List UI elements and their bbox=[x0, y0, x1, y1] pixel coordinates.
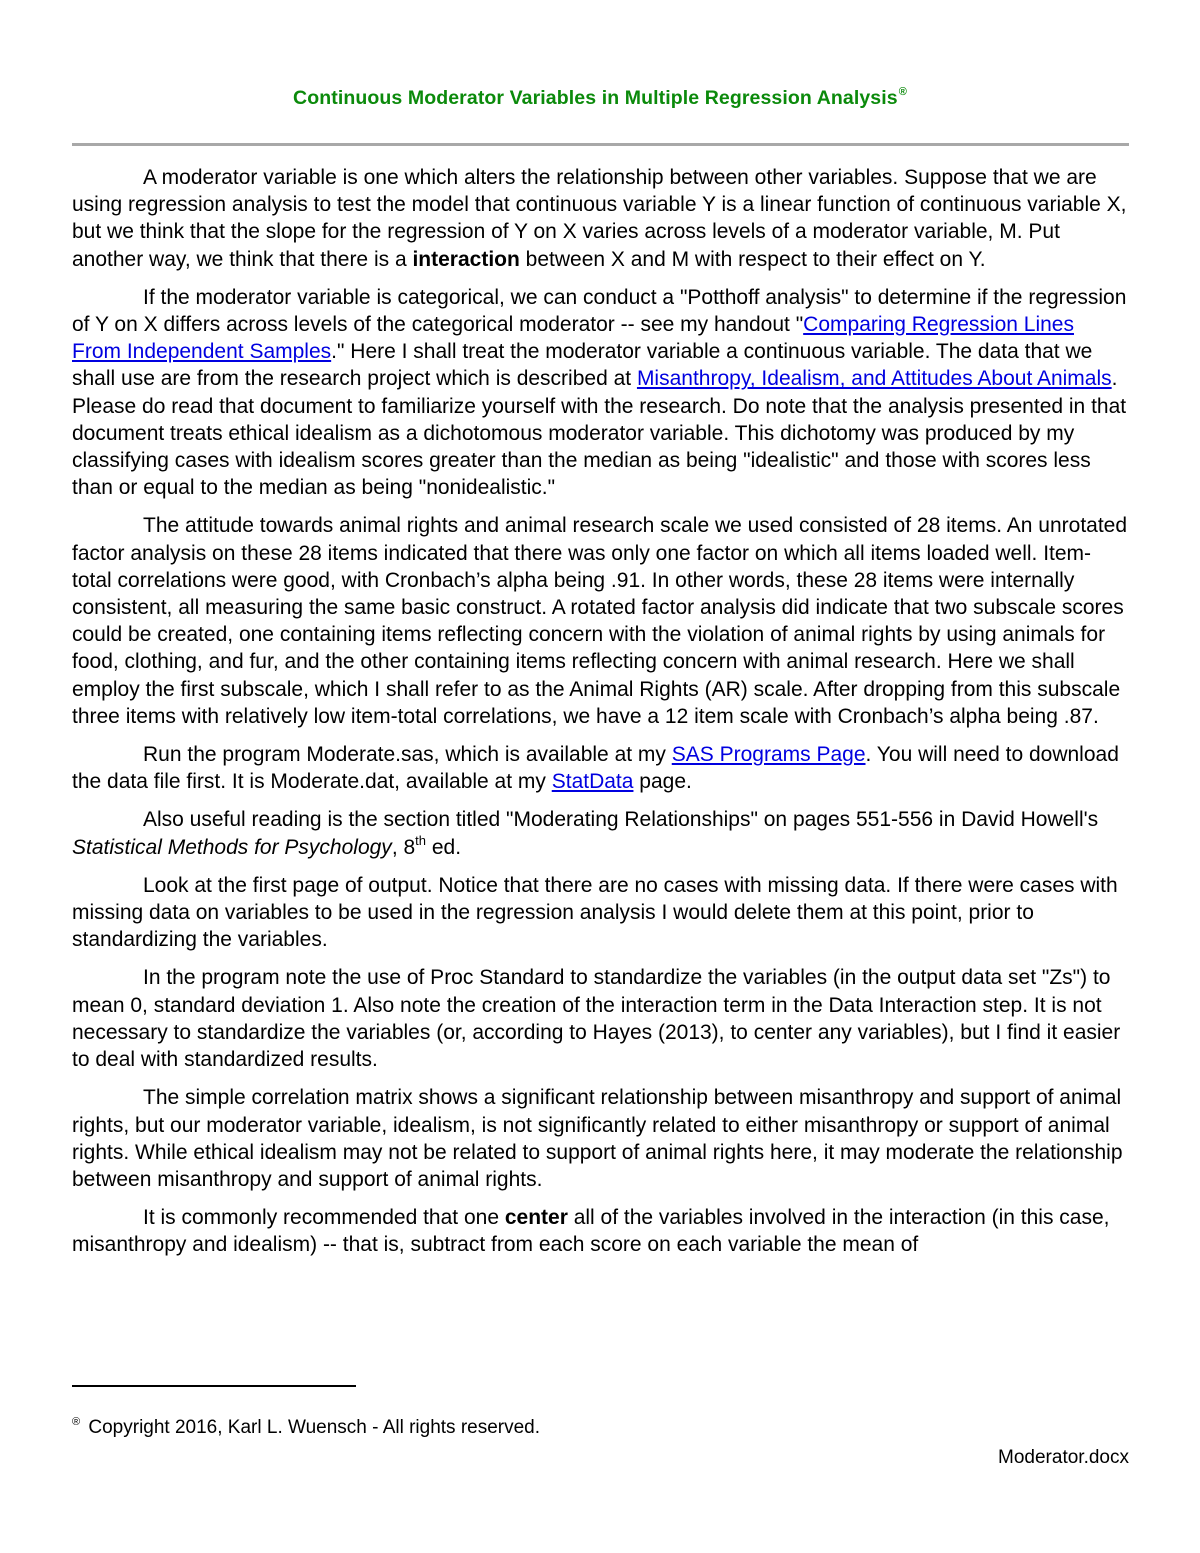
paragraph-5: Also useful reading is the section titled "Moderating Relationships" on pages 551-556 in David Howell's Statistical Methods for Psychology, 8th ed. bbox=[72, 808, 1099, 859]
link-sas-programs-page[interactable]: SAS Programs Page bbox=[671, 743, 866, 767]
copyright-mark-icon: ® bbox=[898, 86, 907, 98]
paragraph-1: A moderator variable is one which alters the relationship between other variables. Suppose that we are using regression analysis to test the model that continuous variable Y is a linear function of continuous variable X, but we think that the slope for the regression of Y on X varies across levels of a moderator variable, M. Put another way, we think that there is a interaction between X and M with respect to their effect on Y. bbox=[72, 166, 1127, 271]
paragraph-9: It is commonly recommended that one center all of the variables involved in the interaction (in this case, misanthropy and idealism) -- that is, subtract from each score on each variable the mean of bbox=[72, 1206, 1110, 1257]
footnote bbox=[72, 1410, 540, 1440]
footnote-text: Copyright 2016, Karl L. Wuensch - All rights reserved. bbox=[83, 1417, 541, 1438]
link-statdata[interactable]: StatData bbox=[551, 770, 634, 794]
link-misanthropy-idealism[interactable]: Misanthropy, Idealism, and Attitudes About Animals bbox=[636, 367, 1112, 391]
link-comparing-regression-lines[interactable]: Comparing Regression Lines From Independent Samples bbox=[72, 313, 1074, 364]
bold-term-center: center bbox=[504, 1206, 568, 1230]
document-filename: Moderator.docx bbox=[998, 1447, 1129, 1468]
paragraph-6: Look at the first page of output. Notice that there are no cases with missing data. If there were cases with missing data on variables to be used in the regression analysis I would delete them at this point, prior to standardizing the variables. bbox=[72, 873, 1118, 952]
document-body bbox=[72, 164, 1128, 1270]
paragraph-7: In the program note the use of Proc Standard to standardize the variables (in the output data set "Zs") to mean 0, standard deviation 1. Also note the creation of the interaction term in the Data Interaction step. It is not necessary to standardize the variables (or, according to Hayes (2013), to center any variables), but I find it easier to deal with standardized results. bbox=[72, 966, 1121, 1072]
paragraph-2: If the moderator variable is categorical, we can conduct a "Potthoff analysis" to determine if the regression of Y on X differs across levels of the categorical moderator -- see my handout "Comparing Regression Lines From Independent Samples." Here I shall treat the moderator variable a continuous variable. The data that we shall use are from the research project which is described at Misanthropy, Idealism, and Attitudes About Animals. Please do read that document to familiarize yourself with the research. Do note that the analysis presented in that document treats ethical idealism as a dichotomous moderator variable. This dichotomy was produced by my classifying cases with idealism scores greater than the median as being "idealistic" and those with scores less than or equal to the median as being "nonidealistic." bbox=[72, 285, 1127, 500]
bold-term-interaction: interaction bbox=[412, 247, 520, 271]
footnote-separator bbox=[72, 1385, 356, 1387]
paragraph-8: The simple correlation matrix shows a significant relationship between misanthropy and support of animal rights, but our moderator variable, idealism, is not significantly related to either misanthropy or support of animal rights. While ethical idealism may not be related to support of animal rights here, it may moderate the relationship between misanthropy and support of animal rights. bbox=[72, 1086, 1123, 1191]
paragraph-4: Run the program Moderate.sas, which is available at my SAS Programs Page. You will need to download the data file first. It is Moderate.dat, available at my StatData page. bbox=[72, 743, 1119, 794]
document-title bbox=[0, 86, 1200, 110]
footnote-mark-icon: ® bbox=[72, 1416, 81, 1428]
edition-superscript: th bbox=[415, 832, 427, 848]
title-rule bbox=[72, 143, 1129, 146]
book-title: Statistical Methods for Psychology bbox=[72, 835, 392, 859]
title-text: Continuous Moderator Variables in Multiple Regression Analysis bbox=[293, 87, 898, 109]
paragraph-3: The attitude towards animal rights and animal research scale we used consisted of 28 items. An unrotated factor analysis on these 28 items indicated that there was only one factor on which all items loaded well. Item-total correlations were good, with Cronbach’s alpha being .91. In other words, these 28 items were internally consistent, all measuring the same basic construct. A rotated factor analysis did indicate that two subscale scores could be created, one containing items reflecting concern with the violation of animal rights by using animals for food, clothing, and fur, and the other containing items reflecting concern with animal research. Here we shall employ the first subscale, which I shall refer to as the Animal Rights (AR) scale. After dropping from this subscale three items with relatively low item-total correlations, we have a 12 item scale with Cronbach’s alpha being .87. bbox=[72, 514, 1128, 728]
